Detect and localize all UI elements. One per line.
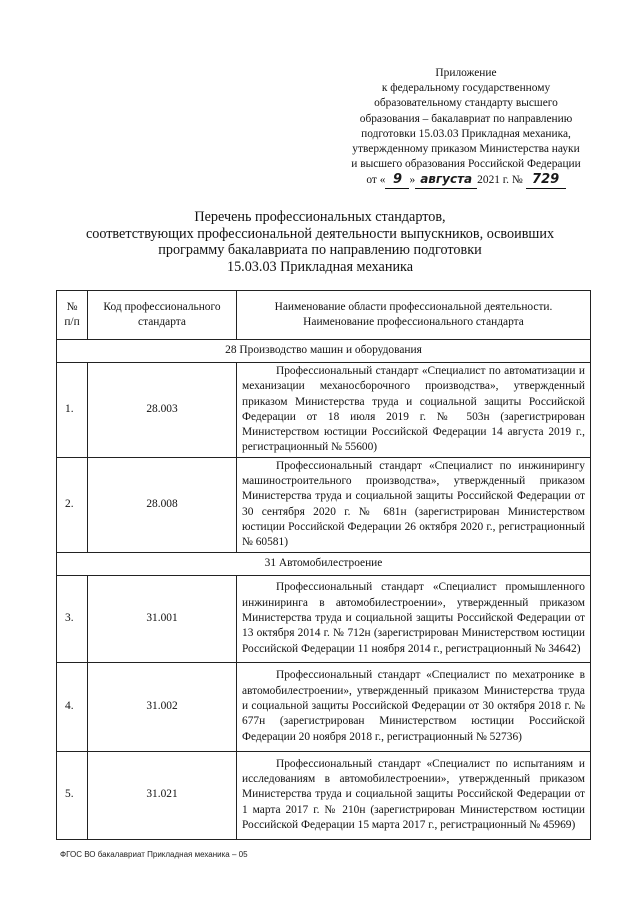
section-row <box>57 340 591 363</box>
section-title: 28 Производство машин и оборудования <box>57 340 591 363</box>
appendix-line: Приложение <box>435 67 497 79</box>
row-code: 28.008 <box>88 457 237 552</box>
appendix-line: утвержденному приказом Министерства науки <box>352 143 580 156</box>
header-name-line1: Наименование области профессиональной деятельности. <box>274 300 553 313</box>
date-year: 2021 г. № <box>477 174 523 187</box>
header-name-line2: Наименование профессионального стандарта <box>303 316 524 328</box>
section-row <box>57 552 591 575</box>
row-code: 31.001 <box>88 575 237 662</box>
order-date-line <box>318 172 614 188</box>
appendix-line: образовательному стандарту высшего <box>374 97 558 110</box>
appendix-line: образования – бакалавриат по направлению <box>359 112 573 125</box>
row-description <box>237 751 591 839</box>
handwritten-order-number: 729 <box>526 172 566 188</box>
handwritten-day: 9 <box>385 172 409 188</box>
row-number: 5. <box>57 751 88 839</box>
handwritten-month: августа <box>415 172 477 188</box>
date-separator: » <box>409 174 416 187</box>
row-description-text: Профессиональный стандарт «Специалист по инжинирингу машиностроительного производства», утвержденный приказом Министерства труда и социальной защиты Российской Федерации от 30 сентября 2020 г. № 681н (зарегистрирован Министерством юстиции Российской Федерации 26 октября 2020 г., регистрационный № 60581) <box>242 459 585 549</box>
title-line: программу бакалавриата по направлению подготовки <box>158 242 482 258</box>
header-name <box>237 291 591 340</box>
row-description-text: Профессиональный стандарт «Специалист по испытаниям и исследованиям в автомобилестроении», утвержденный приказом Министерства труда и социальной защиты Российской Федерации от 1 марта 2017 г. № 210н (зарегистрирован Министерством юстиции Российской Федерации 15 марта 2017 г., регистрационный № 45969) <box>242 757 585 831</box>
table-row <box>57 662 591 751</box>
header-number: № п/п <box>57 291 88 340</box>
table-row <box>57 457 591 552</box>
row-description-text: Профессиональный стандарт «Специалист промышленного инжиниринга в автомобилестроении», утвержденный приказом Министерства труда и социальной защиты Российской Федерации от 13 октября 2014 г. № 712н (зарегистрирован Министерством юстиции Российской Федерации 11 ноября 2014 г., регистрационный № 34642) <box>242 581 585 655</box>
date-prefix: от « <box>366 174 386 187</box>
row-code: 31.021 <box>88 751 237 839</box>
table-row <box>57 363 591 458</box>
row-description <box>237 662 591 751</box>
title-line: соответствующих профессиональной деятельности выпускников, освоивших <box>85 225 555 242</box>
standards-table <box>56 290 591 840</box>
title-line: 15.03.03 Прикладная механика <box>226 258 414 275</box>
title-line: Перечень профессиональных стандартов, <box>194 209 446 225</box>
page-footer: ФГОС ВО бакалавриат Прикладная механика – 05 <box>60 850 248 859</box>
row-number: 4. <box>57 662 88 751</box>
document-title <box>50 209 590 275</box>
row-number: 2. <box>57 457 88 552</box>
appendix-line: к федеральному государственному <box>381 82 551 95</box>
row-description <box>237 457 591 552</box>
row-number: 1. <box>57 363 88 458</box>
row-code: 28.003 <box>88 363 237 458</box>
appendix-line: подготовки 15.03.03 Прикладная механика, <box>361 127 571 140</box>
row-description-text: Профессиональный стандарт «Специалист по мехатронике в автомобилестроении», утвержденный приказом Министерства труда и социальной защиты Российской Федерации от 30 октября 2018 г. № 677н (зарегистрирован Министерством юстиции Российской Федерации 20 ноября 2018 г., регистрационный № 52736) <box>242 669 585 743</box>
row-description <box>237 363 591 458</box>
table-row <box>57 575 591 662</box>
appendix-block <box>318 66 614 189</box>
section-title: 31 Автомобилестроение <box>57 552 591 575</box>
row-code: 31.002 <box>88 662 237 751</box>
appendix-line: и высшего образования Российской Федерации <box>351 158 581 171</box>
table-row <box>57 751 591 839</box>
row-description <box>237 575 591 662</box>
row-description-text: Профессиональный стандарт «Специалист по автоматизации и механизации механосборочного производства», утвержденный приказом Министерства труда и социальной защиты Российской Федерации от 18 июля 2019 г. № 503н (зарегистрирован Министерством юстиции Российской Федерации 14 августа 2019 г., регистрационный № 55600) <box>242 365 585 454</box>
table-header-row <box>57 291 591 340</box>
header-code: Код профессионального стандарта <box>88 291 237 340</box>
row-number: 3. <box>57 575 88 662</box>
